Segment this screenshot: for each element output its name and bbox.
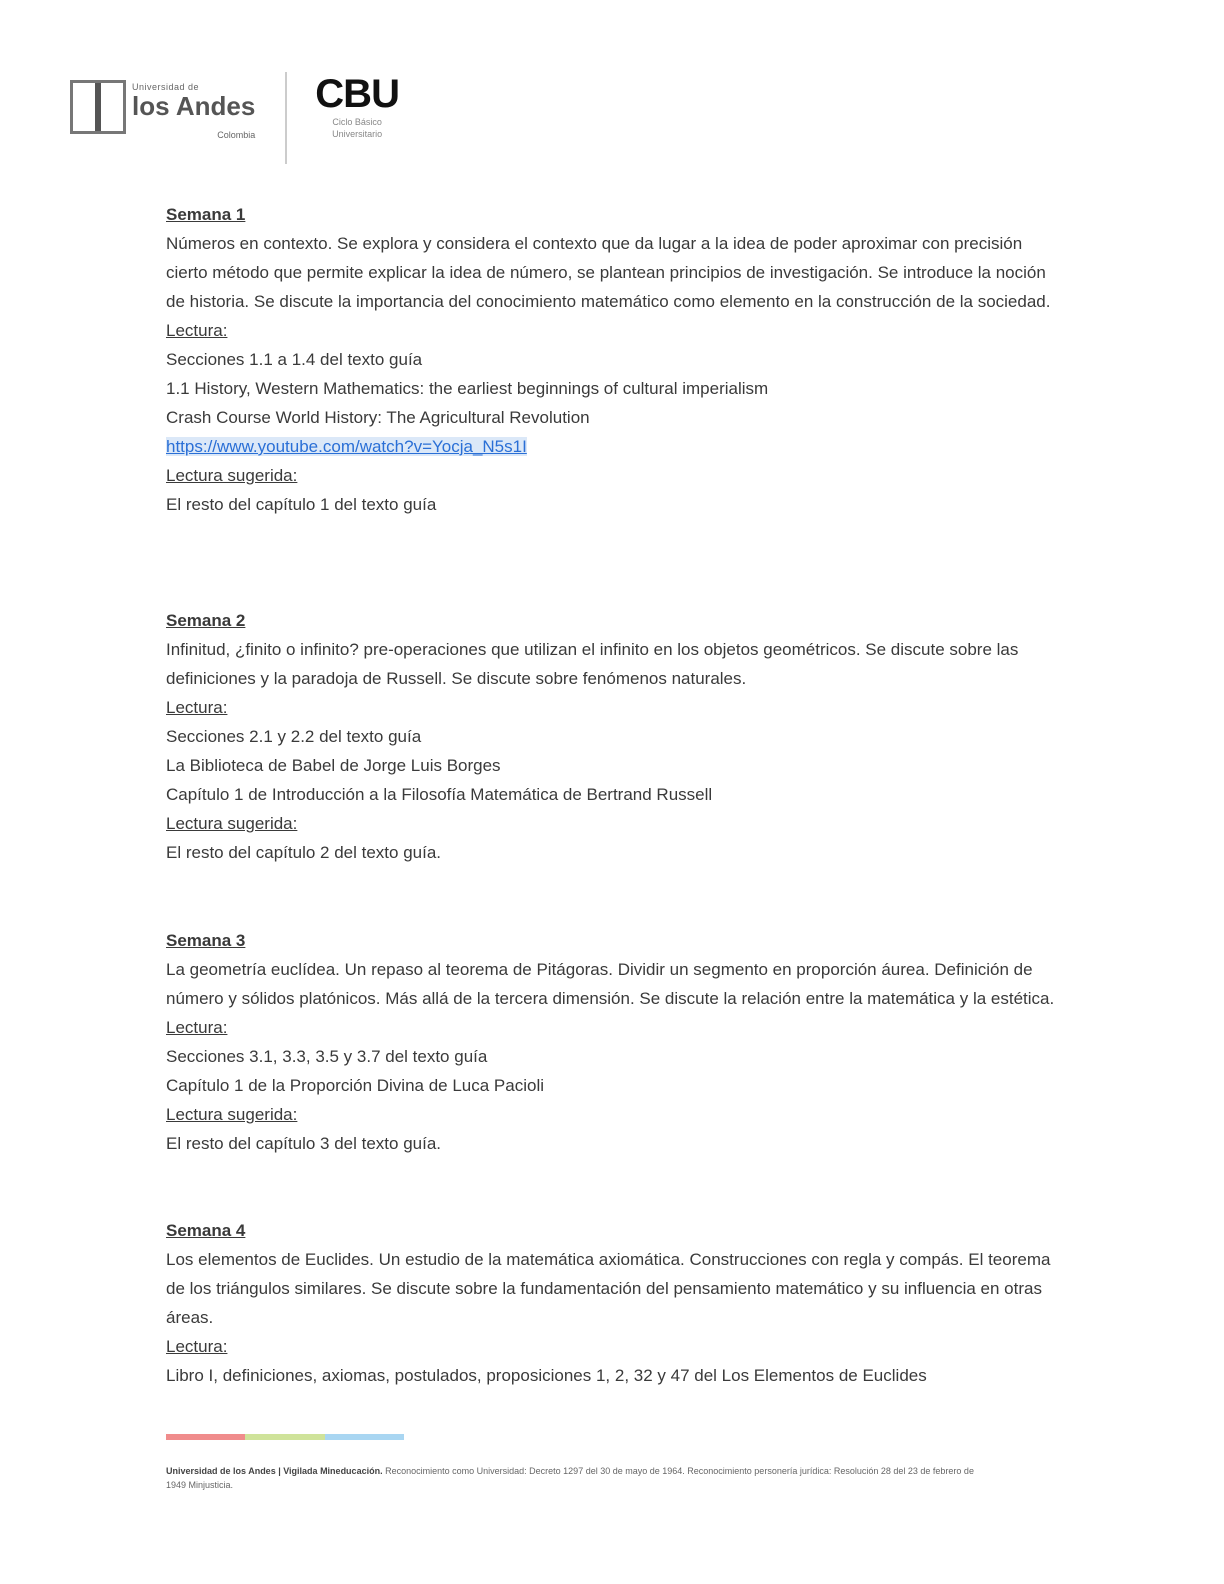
footer-text: Reconocimiento como Universidad: Decreto 1297 del 30 de mayo de 1964. Reconocimiento personería jurídica: Resolución 28 del 23 de febrero de 1949 Minjusticia. [166, 1466, 974, 1490]
cbu-line1: Ciclo Básico [332, 117, 382, 127]
suggested-reading-label: Lectura sugerida: [166, 1105, 298, 1124]
color-bar-green [245, 1434, 324, 1440]
suggested-reading: El resto del capítulo 3 del texto guía. [166, 1134, 442, 1153]
suggested-reading-label: Lectura sugerida: [166, 814, 298, 833]
university-name: los Andes [132, 91, 256, 121]
week-description: Infinitud, ¿finito o infinito? pre-operaciones que utilizan el infinito en los objetos geométricos. Se discute sobre las definiciones y la paradoja de Russell. Se discute sobre fenómenos naturales. [166, 640, 1019, 688]
reading-item: Libro I, definiciones, axiomas, postulados, proposiciones 1, 2, 32 y 47 del Los Elementos de Euclides [166, 1366, 927, 1385]
color-bar-blue [325, 1434, 404, 1440]
reading-label: Lectura: [166, 1018, 228, 1037]
header-logos [70, 72, 399, 167]
video-link[interactable]: https://www.youtube.com/watch?v=Yocja_N5s1I [166, 437, 527, 456]
week-description: Los elementos de Euclides. Un estudio de la matemática axiomática. Construcciones con regla y compás. El teorema de los triángulos similares. Se discute sobre la fundamentación del pensamiento matemático y su influencia en otras áreas. [166, 1250, 1051, 1327]
logo-divider [285, 72, 287, 164]
university-logo [70, 72, 255, 140]
reading-item: Crash Course World History: The Agricultural Revolution [166, 408, 590, 427]
week-2-section [166, 606, 1056, 867]
suggested-reading: El resto del capítulo 2 del texto guía. [166, 843, 442, 862]
university-country: Colombia [217, 130, 256, 140]
reading-item: La Biblioteca de Babel de Jorge Luis Borges [166, 756, 501, 775]
footer [166, 1464, 976, 1492]
cbu-line2: Universitario [332, 129, 383, 139]
cbu-logo [315, 72, 399, 140]
university-small-label: Universidad de [132, 82, 200, 92]
reading-item: Capítulo 1 de Introducción a la Filosofía Matemática de Bertrand Russell [166, 785, 713, 804]
week-title: Semana 2 [166, 611, 246, 630]
week-4-section [166, 1216, 1056, 1390]
reading-item: Capítulo 1 de la Proporción Divina de Luca Pacioli [166, 1076, 545, 1095]
week-description: La geometría euclídea. Un repaso al teorema de Pitágoras. Dividir un segmento en proporción áurea. Definición de número y sólidos platónicos. Más allá de la tercera dimensión. Se discute la relación entre la matemática y la estética. [166, 960, 1055, 1008]
week-title: Semana 1 [166, 205, 246, 224]
week-1-section [166, 200, 1056, 519]
week-3-section [166, 926, 1056, 1158]
reading-label: Lectura: [166, 321, 228, 340]
reading-item: 1.1 History, Western Mathematics: the earliest beginnings of cultural imperialism [166, 379, 769, 398]
week-title: Semana 3 [166, 931, 246, 950]
reading-item: Secciones 2.1 y 2.2 del texto guía [166, 727, 422, 746]
footer-bold: Universidad de los Andes | Vigilada Mineducación. [166, 1466, 383, 1476]
reading-label: Lectura: [166, 698, 228, 717]
week-description: Números en contexto. Se explora y considera el contexto que da lugar a la idea de poder aproximar con precisión cierto método que permite explicar la idea de número, se plantean principios de investigación. Se introduce la noción de historia. Se discute la importancia del conocimiento matemático como elemento en la construcción de la sociedad. [166, 234, 1051, 311]
suggested-reading: El resto del capítulo 1 del texto guía [166, 495, 437, 514]
color-bar-red [166, 1434, 245, 1440]
cbu-acronym: CBU [315, 72, 399, 116]
reading-item: Secciones 3.1, 3.3, 3.5 y 3.7 del texto guía [166, 1047, 488, 1066]
reading-label: Lectura: [166, 1337, 228, 1356]
week-title: Semana 4 [166, 1221, 246, 1240]
suggested-reading-label: Lectura sugerida: [166, 466, 298, 485]
reading-item: Secciones 1.1 a 1.4 del texto guía [166, 350, 423, 369]
university-emblem-icon [70, 80, 126, 134]
color-bar [166, 1434, 404, 1440]
